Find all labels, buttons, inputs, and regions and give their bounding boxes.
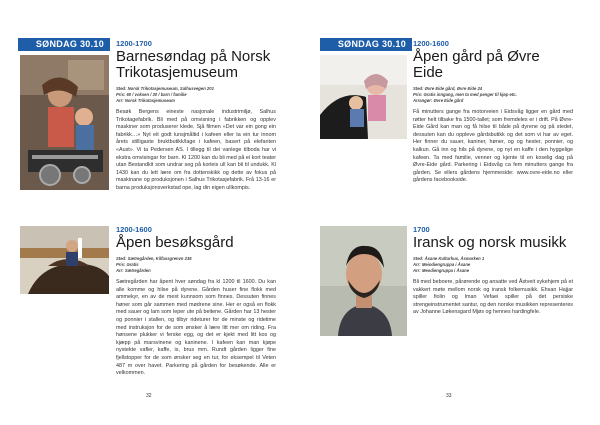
event-title: Åpen gård på Øvre Eide: [413, 48, 540, 81]
event-description: Få minutters gange fra motorveien i Eidsvåg ligger en gård med røtter helt tilbake fra 1500-tallet; som fremdeles er i drift. På Øvre-Eide Gård kan man og få hilse til både på dyrene og på stedet, dessuten kan du oppleve gårdsbutikk og det som vi har av eget. Her finner du sauer, kaniner, høner, og og hester, ponnier, og kalkun. Gå inn og hils på dyrene, og nyt en kaffe i den hyggelige kafeen. Ta med familie, venner og kjente til en koselig dag på Øvre-Eide gård. Parkering i Eidsvåg ca fem minutters gange fra gården. Se ellers gårdens hjemmeside: www.ovre-eide.no eller gårdens facebookside.: [413, 109, 573, 184]
event-price: Pris: Gratis: [116, 262, 139, 267]
event-time: 1200-1600: [116, 225, 152, 234]
day-label: SØNDAG 30.10: [18, 38, 110, 51]
museum-photo: [20, 55, 109, 190]
event-time: 1200-1700: [116, 39, 152, 48]
event-title: Iransk og norsk musikk: [413, 234, 567, 251]
event-description: Sætregården har åpent hver søndag fra kl 1200 til 1600. Du kan alle komme og hilse på dyrene. Gården huser fine flokk med ammekyr, en av de mest kunnsom som finnes. Dessuten finnes høner som går sammen med mødrene sine. Her er også en flokk med sauer og lam som leper ute på beitene. Gården har 13 hester og ponnier i stallen, og tilbyr rideturer for de minste og ridetime med instruksjon for de som ønsker å lære litt mer om riding. Fra hønsene plukker vi ferske egg, og det er kjekt med litt kos og kjæpp på marsvinene og kaninene. I kafeen kan man kjøpe nystekte vafler, kaffe, is, brus mm. Rundt gården ligger fine fjellstopper for de som ønsker seg en tur, for eksempel til Veten 487 m over havet. Parkering på gården for besøkende. Alle er velkommen.: [116, 279, 276, 377]
event-card: [413, 225, 573, 317]
event-meta: [116, 256, 276, 274]
event-card: [116, 225, 276, 378]
event-price: Arr: Meiodiengruppa i Åsane: [413, 262, 471, 267]
event-venue: Sted: Norsk Trikotasjemuseum, Salhusvegen 201: [116, 86, 214, 91]
event-description: Besøk Bergens eineste nasjonale industrimiljø, Salhus Trikotagefabrik. Bli med på omvisning i fabrikken og opplev maskiner som produserer klede. Sjå filmen «Det var ein gong ein fabrikk…» Nyt eit godt lunsjmåltid i kafeen eller ta ein tur innom årets stilligaste bruktbutikk/lage i kafeen, basert på elefanten «Aust». Vi ta Pedersen AS. I tillegg til dei vanlege tilboda har vi ekstra omvisingar for barn. Kl 1200 kan du bli med på ei kort teater utan Bestandkit som undrar seg på korleis ull kan bli til undukk. Kl 1430 kan du lett lære om fra dottenskikk og dette av fokus på maskinane og produksjonen i Salhus Trikotasjefabrik. Frå 13-16 er barna produksjonsverkstad ope, lag din eigen ullkompis.: [116, 109, 276, 191]
farm-photo: [20, 226, 109, 294]
musician-photo: [320, 226, 407, 336]
event-description: Bli med beboere, pårørende og ansatte ved Åstveit sykehjem på et vakkert møte mellom norsk og iransk folkemusikk. Ehsan Hajjar spiller fiolin og Iman Vefaei spiller på det persiske strengeinstrumentet santur, og den norske musikken representeres av Johanne Løkensgard Mjøs og hennes hardingfele.: [413, 279, 574, 316]
event-title: Åpen besøksgård: [116, 234, 234, 251]
event-organizer: Arr: Meodiengruppa i Åsane: [413, 268, 470, 273]
page-number: 32: [146, 393, 152, 399]
event-price: Pris: 60 / voksen / 30 / barn / familie: [116, 92, 187, 97]
event-meta: [413, 86, 573, 104]
event-card: [116, 39, 276, 193]
event-meta: [413, 256, 573, 274]
right-page: [300, 0, 600, 425]
event-organizer: Arr: Norsk Trikotasjemuseum: [116, 98, 175, 103]
event-organizer: Arrangør: Øvre Eide gård: [413, 98, 464, 103]
event-meta: [116, 86, 276, 104]
event-venue: Sted: Sætregården, Kilfassgrenvn 235: [116, 256, 192, 261]
event-venue: Sted: Åsane Kulturhus, Åsmarken 1: [413, 256, 485, 261]
event-card: [413, 39, 573, 185]
event-title: Barnesøndag på Norsk Trikotasjemuseum: [116, 48, 271, 81]
event-venue: Sted: Øvre Eide gård, Øvre Eide 24: [413, 86, 483, 91]
event-time: 1200-1600: [413, 39, 449, 48]
event-organizer: Arr: Sætregården: [116, 268, 151, 273]
farm-visit-photo: [320, 55, 407, 139]
day-label: SØNDAG 30.10: [320, 38, 412, 51]
page-number: 33: [446, 393, 452, 399]
event-price: Pris: Gratis inngang, men ta med penger til kjøp etc.: [413, 92, 517, 97]
event-time: 1700: [413, 225, 430, 234]
